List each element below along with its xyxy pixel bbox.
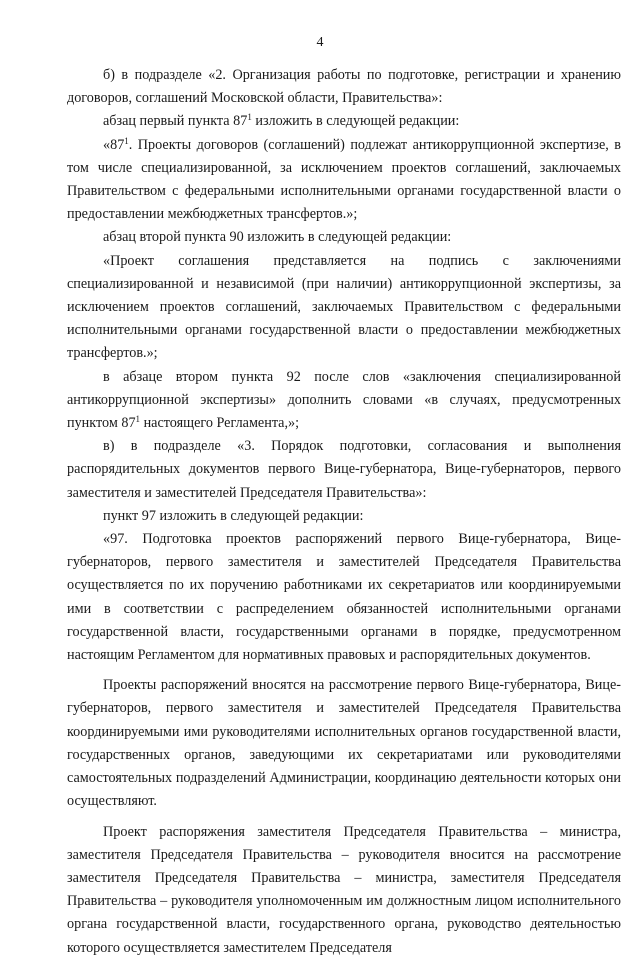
paragraph-item-87-1-text [67,134,621,227]
paragraph-item-90-text: «Проект соглашения представляется на подпись с заключениями специализированной и независимой (при наличии) антикоррупционной экспертизы, за исключением проектов соглашений, заключаемых Правительством с федеральными исполнительными органами государственной власти о предоставлении межбюджетных трансфертов.»; [67,252,621,362]
superscript: 1 [247,112,252,123]
paragraph-item-90-heading: абзац второй пункта 90 изложить в следующей редакции: [103,229,452,246]
paragraph-text: в абзаце втором пункта 92 после слов «заключения специализированной антикоррупционной экспертизы» дополнить словами «в случаях, предусмотренных пунктом 87 [67,368,621,432]
paragraph-projects-submission: Проекты распоряжений вносятся на рассмотрение первого Вице-губернатора, Вице-губернаторов, первого заместителя и заместителей Председателя Правительства координируемыми ими руководителями исполнительных органов государственной власти, государственных органов, заведующими их секретариатами или руководителями самостоятельных подразделений Администрации, координацию деятельности которых они осуществляют. [67,677,621,810]
paragraph-text: . Проекты договоров (соглашений) подлежат антикоррупционной экспертизе, в том числе специализированной, за исключением проектов соглашений, заключаемых Правительством с федеральными исполнительными органами государственной власти о предоставлении межбюджетных трансфертов.»; [67,136,621,223]
page-number: 4 [316,35,324,50]
superscript: 1 [124,135,129,146]
paragraph-text: «87 [103,136,125,153]
paragraph-minister-project: Проект распоряжения заместителя Председателя Правительства – министра, заместителя Председателя Правительства – руководителя вносится на рассмотрение заместителя Председателя Правительства – министра, заместителя Председателя Правительства – руководителя уполномоченным им должностным лицом исполнительного органа государственной власти, государственного органа, руководство деятельностью которого осуществляется заместителем Председателя [67,823,621,956]
paragraph-text: настоящего Регламента,»; [140,415,300,432]
paragraph-subsection-b: б) в подразделе «2. Организация работы по подготовке, регистрации и хранению договоров, соглашений Московской области, Правительства»: [67,67,621,107]
paragraph-subsection-v: в) в подразделе «3. Порядок подготовки, согласования и выполнения распорядительных документов первого Вице-губернатора, Вице-губернаторов, первого заместителя и заместителей Председателя Правительства»: [67,438,621,501]
paragraph-item-97-heading: пункт 97 изложить в следующей редакции: [103,507,364,524]
document-body [67,64,621,960]
paragraph-text: абзац первый пункта 87 [103,113,248,130]
paragraph-item-87-1-heading [67,110,621,133]
paragraph-text: изложить в следующей редакции: [251,113,460,130]
paragraph-item-97-text: «97. Подготовка проектов распоряжений первого Вице-губернатора, Вице-губернаторов, первого заместителя и заместителей Председателя Правительства осуществляется по их поручению работниками их секретариатов или координируемыми ими в соответствии с распределением обязанностей исполнительными органами государственной власти, государственными органами в порядке, предусмотренном настоящим Регламентом для нормативных правовых и распорядительных документов. [67,531,621,664]
superscript: 1 [135,414,141,425]
paragraph-item-92 [67,366,621,436]
